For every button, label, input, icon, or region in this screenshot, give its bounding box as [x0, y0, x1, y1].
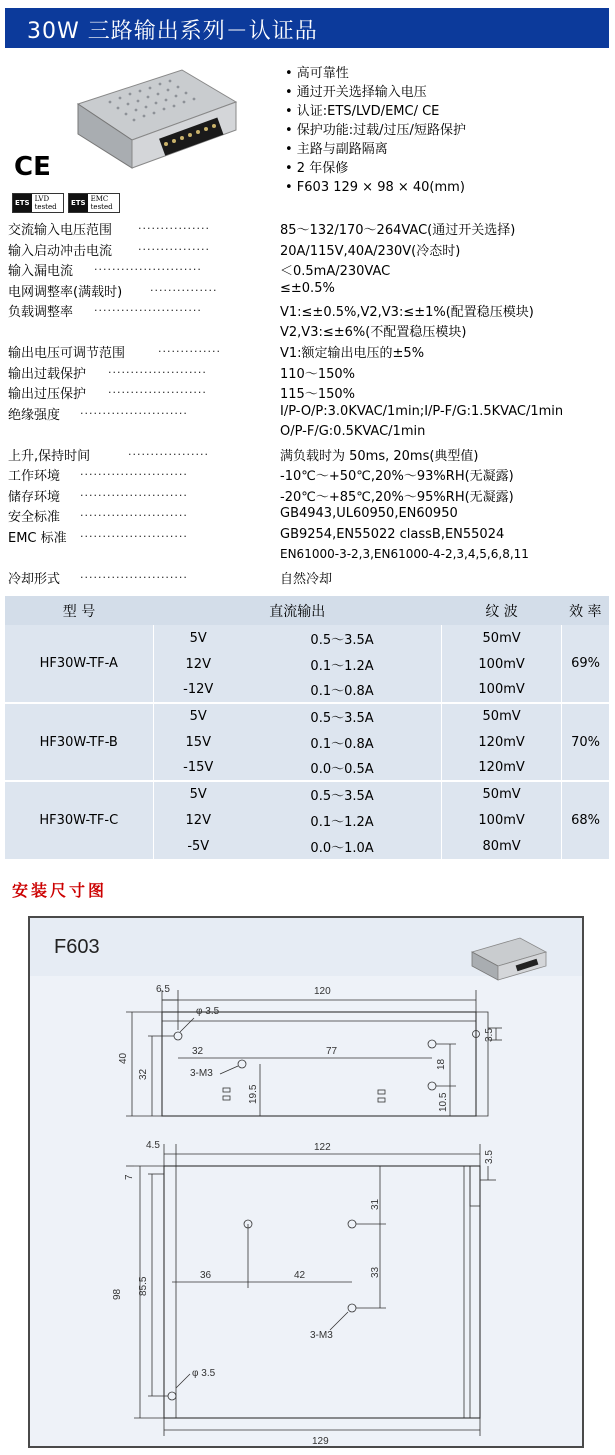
header-dc-output: 直流输出 [153, 596, 442, 625]
current-cell: 0.0～1.0A [243, 833, 442, 859]
spec-leader: ...................... [108, 383, 207, 396]
spec-row [8, 259, 614, 280]
spec-leader: ............... [150, 280, 218, 294]
feature-item: • F603 129 × 98 × 40(mm) [285, 180, 465, 195]
spec-label: 安全标准 [8, 510, 61, 525]
dim-85-5: 85.5 [138, 1276, 149, 1296]
ripple-cell: 50mV [442, 703, 562, 729]
lvd-tested-text: tested [34, 203, 57, 211]
ripple-cell: 50mV [442, 781, 562, 807]
current-cell: 0.1～1.2A [243, 651, 442, 677]
product-photo [70, 64, 238, 174]
ripple-cell: 80mV [442, 833, 562, 859]
spec-leader: ...................... [108, 362, 207, 376]
spec-value: I/P-O/P:3.0KVAC/1min;I/P-F/G:1.5KVAC/1min [280, 403, 564, 419]
feature-item: • 通过开关选择输入电压 [285, 85, 427, 100]
emc-text: EMC [90, 195, 109, 203]
spec-label: 输出过载保护 [8, 366, 87, 382]
spec-value: ≤±0.5% [280, 280, 335, 296]
table-header-row [5, 596, 609, 625]
spec-row [8, 218, 614, 239]
table-row [5, 781, 609, 807]
current-cell: 0.1～0.8A [243, 729, 442, 755]
dim-33: 33 [370, 1266, 381, 1278]
spec-leader: ........................ [80, 567, 188, 581]
spec-leader: ................ [138, 239, 210, 253]
current-cell: 0.5～3.5A [243, 625, 442, 651]
current-cell: 0.1～0.8A [243, 677, 442, 703]
model-table [5, 596, 609, 859]
voltage-cell: 5V [153, 781, 243, 807]
page-title: 30W 三路输出系列－认证品 [27, 19, 318, 44]
spec-row [8, 300, 614, 341]
spec-label: 输出过压保护 [8, 387, 87, 402]
spec-row [8, 444, 614, 465]
dim-hole-top: φ 3.5 [192, 1368, 216, 1379]
spec-leader: ........................ [80, 403, 188, 417]
drawing-canvas [30, 918, 582, 1446]
spec-leader: ........................ [80, 465, 188, 478]
voltage-cell: 12V [153, 651, 243, 677]
lvd-cert-badge [12, 193, 64, 213]
spec-leader: ........................ [80, 506, 188, 519]
spec-label: 工作环境 [8, 469, 61, 484]
spec-label: 上升,保持时间 [8, 448, 91, 464]
current-cell: 0.0～0.5A [243, 755, 442, 781]
spec-leader: .............. [158, 342, 221, 355]
emc-tested-text: tested [90, 203, 113, 211]
ripple-cell: 120mV [442, 729, 562, 755]
voltage-cell: 5V [153, 703, 243, 729]
spec-row [8, 567, 614, 588]
spec-leader: ................ [138, 219, 210, 232]
spec-value: 110～150% [280, 366, 355, 382]
dim-32-vertical: 32 [138, 1068, 149, 1080]
dim-hole-side: φ 3.5 [196, 1006, 220, 1017]
efficiency-cell: 69% [562, 625, 609, 703]
spec-value: V1:≤±0.5%,V2,V3:≤±1%(配置稳压模块) [280, 305, 534, 320]
dim-3-5-side: 3.5 [484, 1028, 495, 1042]
dim-m3-top: 3-M3 [310, 1330, 333, 1341]
spec-leader: ........................ [80, 526, 188, 540]
feature-item: • 高可靠性 [285, 66, 349, 81]
voltage-cell: -5V [153, 833, 243, 859]
spec-value: GB4943,UL60950,EN60950 [280, 506, 458, 521]
section-title: 安装尺寸图 [12, 881, 108, 900]
dim-19-5: 19.5 [248, 1084, 259, 1104]
spec-row [8, 505, 614, 526]
dim-18: 18 [436, 1058, 447, 1070]
ce-logo: CE [14, 152, 51, 182]
efficiency-cell: 68% [562, 781, 609, 859]
header-efficiency: 效 率 [562, 596, 609, 625]
dim-m3-side: 3-M3 [190, 1068, 213, 1079]
emc-cert-badge [68, 193, 120, 213]
voltage-cell: 15V [153, 729, 243, 755]
spec-label: 电网调整率(满载时) [8, 284, 123, 300]
table-row [5, 703, 609, 729]
feature-item: • 主路与副路隔离 [285, 142, 388, 157]
spec-value: GB9254,EN55022 classB,EN55024 [280, 526, 505, 542]
dim-32-side: 32 [192, 1046, 204, 1057]
feature-item: • 认证:ETS/LVD/EMC/ CE [285, 104, 440, 119]
spec-label: 输出电压可调节范围 [8, 346, 126, 361]
model-cell: HF30W-TF-C [5, 781, 153, 859]
product-thumbnail [472, 938, 546, 980]
efficiency-cell: 70% [562, 703, 609, 781]
dim-31: 31 [370, 1198, 381, 1210]
spec-label: 绝缘强度 [8, 407, 61, 423]
spec-row [8, 382, 614, 403]
spec-row [8, 403, 614, 444]
spec-leader: ........................ [80, 485, 188, 499]
voltage-cell: -12V [153, 677, 243, 703]
case-label: F603 [54, 936, 100, 958]
spec-value: 115～150% [280, 387, 355, 402]
feature-item: • 保护功能:过载/过压/短路保护 [285, 123, 466, 138]
ripple-cell: 120mV [442, 755, 562, 781]
dim-10-5: 10.5 [438, 1092, 449, 1112]
dim-36: 36 [200, 1270, 212, 1281]
ripple-cell: 100mV [442, 677, 562, 703]
dim-7: 7 [124, 1174, 135, 1180]
model-cell: HF30W-TF-A [5, 625, 153, 703]
spec-leader: .................. [128, 444, 209, 458]
spec-label: 冷却形式 [8, 571, 61, 587]
spec-value: 满负载时为 50ms, 20ms(典型值) [280, 448, 479, 464]
spec-value: ＜0.5mA/230VAC [280, 264, 391, 279]
spec-value: -20℃～+85℃,20%～95%RH(无凝露) [280, 489, 514, 505]
ets-logo: ETS [13, 194, 32, 212]
dim-98: 98 [112, 1288, 123, 1300]
dim-6-5: 6.5 [156, 984, 170, 995]
header-ripple: 纹 波 [442, 596, 562, 625]
header-model: 型 号 [5, 596, 153, 625]
spec-row [8, 280, 614, 301]
dim-42: 42 [294, 1270, 306, 1281]
spec-row [8, 526, 614, 567]
voltage-cell: 5V [153, 625, 243, 651]
spec-value: V1:额定输出电压的±5% [280, 346, 425, 361]
spec-label: 交流输入电压范围 [8, 223, 113, 238]
ets-logo: ETS [69, 194, 88, 212]
feature-item: • 2 年保修 [285, 161, 349, 176]
top-view [126, 1144, 496, 1436]
spec-row [8, 485, 614, 506]
spec-value: 85～132/170～264VAC(通过开关选择) [280, 223, 516, 238]
dim-77: 77 [326, 1046, 338, 1057]
dim-120: 120 [314, 986, 331, 997]
dim-129: 129 [312, 1436, 329, 1446]
spec-value-line2: EN61000-3-2,3,EN61000-4-2,3,4,5,6,8,11 [280, 546, 529, 561]
voltage-cell: 12V [153, 807, 243, 833]
feature-list [285, 64, 466, 197]
current-cell: 0.5～3.5A [243, 703, 442, 729]
spec-leader: ........................ [94, 301, 202, 314]
spec-label: EMC 标准 [8, 530, 67, 546]
spec-value: 20A/115V,40A/230V(冷态时) [280, 243, 461, 259]
ripple-cell: 100mV [442, 807, 562, 833]
current-cell: 0.5～3.5A [243, 781, 442, 807]
current-cell: 0.1～1.2A [243, 807, 442, 833]
spec-list [8, 218, 614, 587]
spec-value-line2: V2,V3:≤±6%(不配置稳压模块) [280, 325, 467, 340]
model-cell: HF30W-TF-B [5, 703, 153, 781]
spec-row [8, 239, 614, 260]
spec-row [8, 464, 614, 485]
dimension-drawing [28, 916, 584, 1448]
dim-3-5-top: 3.5 [484, 1150, 495, 1164]
spec-value: 自然冷却 [280, 571, 333, 587]
spec-label: 输入漏电流 [8, 264, 74, 279]
lvd-text: LVD [34, 195, 50, 203]
spec-label: 负载调整率 [8, 305, 74, 320]
table-row [5, 625, 609, 651]
spec-label: 储存环境 [8, 489, 61, 505]
dim-122: 122 [314, 1142, 331, 1153]
dim-40: 40 [118, 1052, 129, 1064]
spec-value: -10℃～+50℃,20%～93%RH(无凝露) [280, 469, 514, 484]
spec-row [8, 341, 614, 362]
spec-value-line2: O/P-F/G:0.5KVAC/1min [280, 423, 426, 439]
spec-leader: ........................ [94, 260, 202, 273]
spec-row [8, 362, 614, 383]
voltage-cell: -15V [153, 755, 243, 781]
title-bar [5, 8, 609, 48]
spec-label: 输入启动冲击电流 [8, 243, 113, 259]
ripple-cell: 100mV [442, 651, 562, 677]
dim-4-5: 4.5 [146, 1140, 160, 1151]
ripple-cell: 50mV [442, 625, 562, 651]
